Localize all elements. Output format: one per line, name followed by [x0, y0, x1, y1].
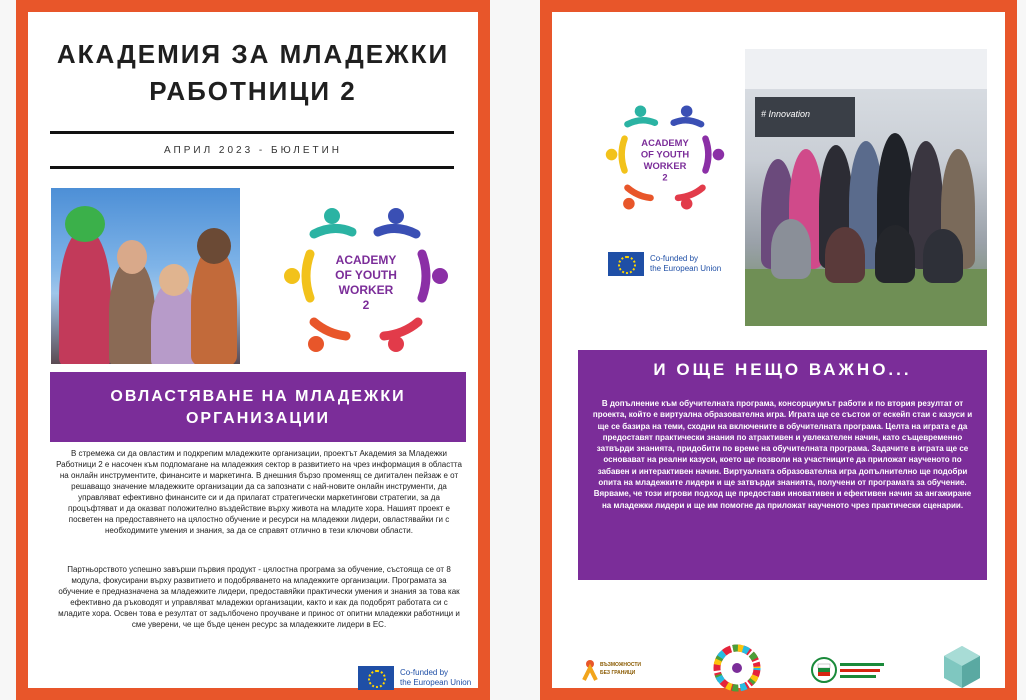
- newsletter-title: [28, 36, 478, 110]
- eu-flag-icon: [608, 252, 644, 276]
- partner-logo-sdg-wheel: [710, 644, 764, 692]
- paragraph-empowerment: В стремежа си да овластим и подкрепим младежките организации, проектът Академия за Младежки Работници 2 е насочен към подпомагане на младежкия сектор в развитието на чрез информация в областта на онлайн инструментите, финансите и маркетинга. В днешния бързо променящ се дигитален пейзаж е от решаващо значение младежките организации да са запознати с най-новите онлайн инструменти, да управляват ефективно финансите си и да прилагат стратегически маркетингови стратегии, за да процъфтяват и да оказват положително въздействие върху живота на младите хора. Нашият проект е посветен на предоставянето на цялостно обучение и ресурси на младежки лидери, овластявайки ги с необходимите умения и знания, за да се справят отлично в тези ключови области.: [56, 449, 462, 535]
- eu-text-line-1: Co-funded by: [650, 254, 699, 263]
- newsletter-page-right: [540, 0, 1017, 700]
- eu-cofunded-badge: [358, 662, 480, 694]
- svg-text:2: 2: [362, 298, 370, 312]
- banner-line-2: ОРГАНИЗАЦИИ: [185, 410, 331, 427]
- photo-wall-sign: # Innovation: [761, 109, 811, 119]
- partner-logo-development-association: [810, 654, 888, 686]
- svg-text:OF YOUTH: OF YOUTH: [640, 149, 690, 160]
- section-banner: [50, 372, 466, 442]
- newsletter-page-left: [16, 0, 490, 700]
- important-banner: [578, 350, 987, 580]
- newsletter-subtitle: АПРИЛ 2023 - БЮЛЕТИН: [163, 145, 343, 156]
- divider-top: [50, 131, 454, 134]
- eu-text-line-2: the European Union: [400, 678, 472, 687]
- eu-flag-icon: [358, 666, 394, 690]
- svg-text:ACADEMY: ACADEMY: [641, 137, 689, 148]
- academy-logo: [600, 98, 730, 214]
- title-line-1: АКАДЕМИЯ ЗА МЛАДЕЖКИ: [56, 39, 450, 69]
- banner-title: И ОЩЕ НЕЩО ВАЖНО...: [653, 360, 912, 379]
- youth-group-photo: [51, 188, 240, 364]
- svg-text:2: 2: [662, 172, 668, 183]
- eu-text-line-2: the European Union: [650, 264, 722, 273]
- divider-bottom: [50, 166, 454, 169]
- partner1-line-1: ВЪЗМОЖНОСТИ: [600, 662, 641, 668]
- partner-logo-vazmozhnosti: [582, 654, 648, 684]
- paragraph-partnership: Партньорството успешно завърши първия продукт - цялостна програма за обучение, състояща се от 8 модула, фокусирани върху развитието и подобряването на младежките организации. Програмата за обучение е предназначена за младежките лидери, предоставяйки практически умения и знания за това как ефективно да ръководят и управляват младежки организации, както и как да подобрят работата си с младите хора. Освен това е резултат от задълбочено проучване и принос от опитни младежки работници и сме уверени, че ще бъде ценен ресурс за младежките лидери в ЕС.: [58, 565, 460, 629]
- partner1-line-2: БЕЗ ГРАНИЦИ: [600, 670, 636, 676]
- svg-text:WORKER: WORKER: [643, 161, 687, 171]
- eu-cofunded-badge: [608, 248, 748, 280]
- eu-text-line-1: Co-funded by: [400, 668, 449, 677]
- banner-line-1: ОВЛАСТЯВАНЕ НА МЛАДЕЖКИ: [110, 388, 406, 405]
- svg-text:ACADEMY: ACADEMY: [335, 253, 397, 267]
- svg-text:WORKER: WORKER: [338, 283, 394, 297]
- banner-paragraph: В допълнение към обучителната програма, консорциумът работи и по втория резултат от проекта, който е виртуална образователна игра. Играта ще се състои от ескейп стаи с казуси и ще се базира на теми, сходни на включените в обучителната програма. Целта на играта е да предоставят практически знания по атрактивен и увлекателен начин, като същевременно затвърди знанията, придобити по време на обучителната програма. Задачите в играта ще се основават на реални казуси, което ще позволи на участниците да приложат наученото по забавен и интерактивен начин. Виртуалната образователна игра допълнително ще подобри опита на младежките лидери и ще затвърди знанията, получени от програмата за обучение. Вярваме, че този игрови подход ще предостави иновативен и ефективен начин за ангажиране на младежки лидери и ще им помогне да приложат наученото чрез практически сценарии.: [592, 399, 973, 510]
- team-group-photo: [745, 49, 987, 326]
- academy-logo: [276, 198, 456, 358]
- title-line-2: РАБОТНИЦИ 2: [149, 76, 357, 106]
- partner-logo-hexagon: [938, 644, 986, 690]
- svg-text:OF YOUTH: OF YOUTH: [335, 268, 397, 282]
